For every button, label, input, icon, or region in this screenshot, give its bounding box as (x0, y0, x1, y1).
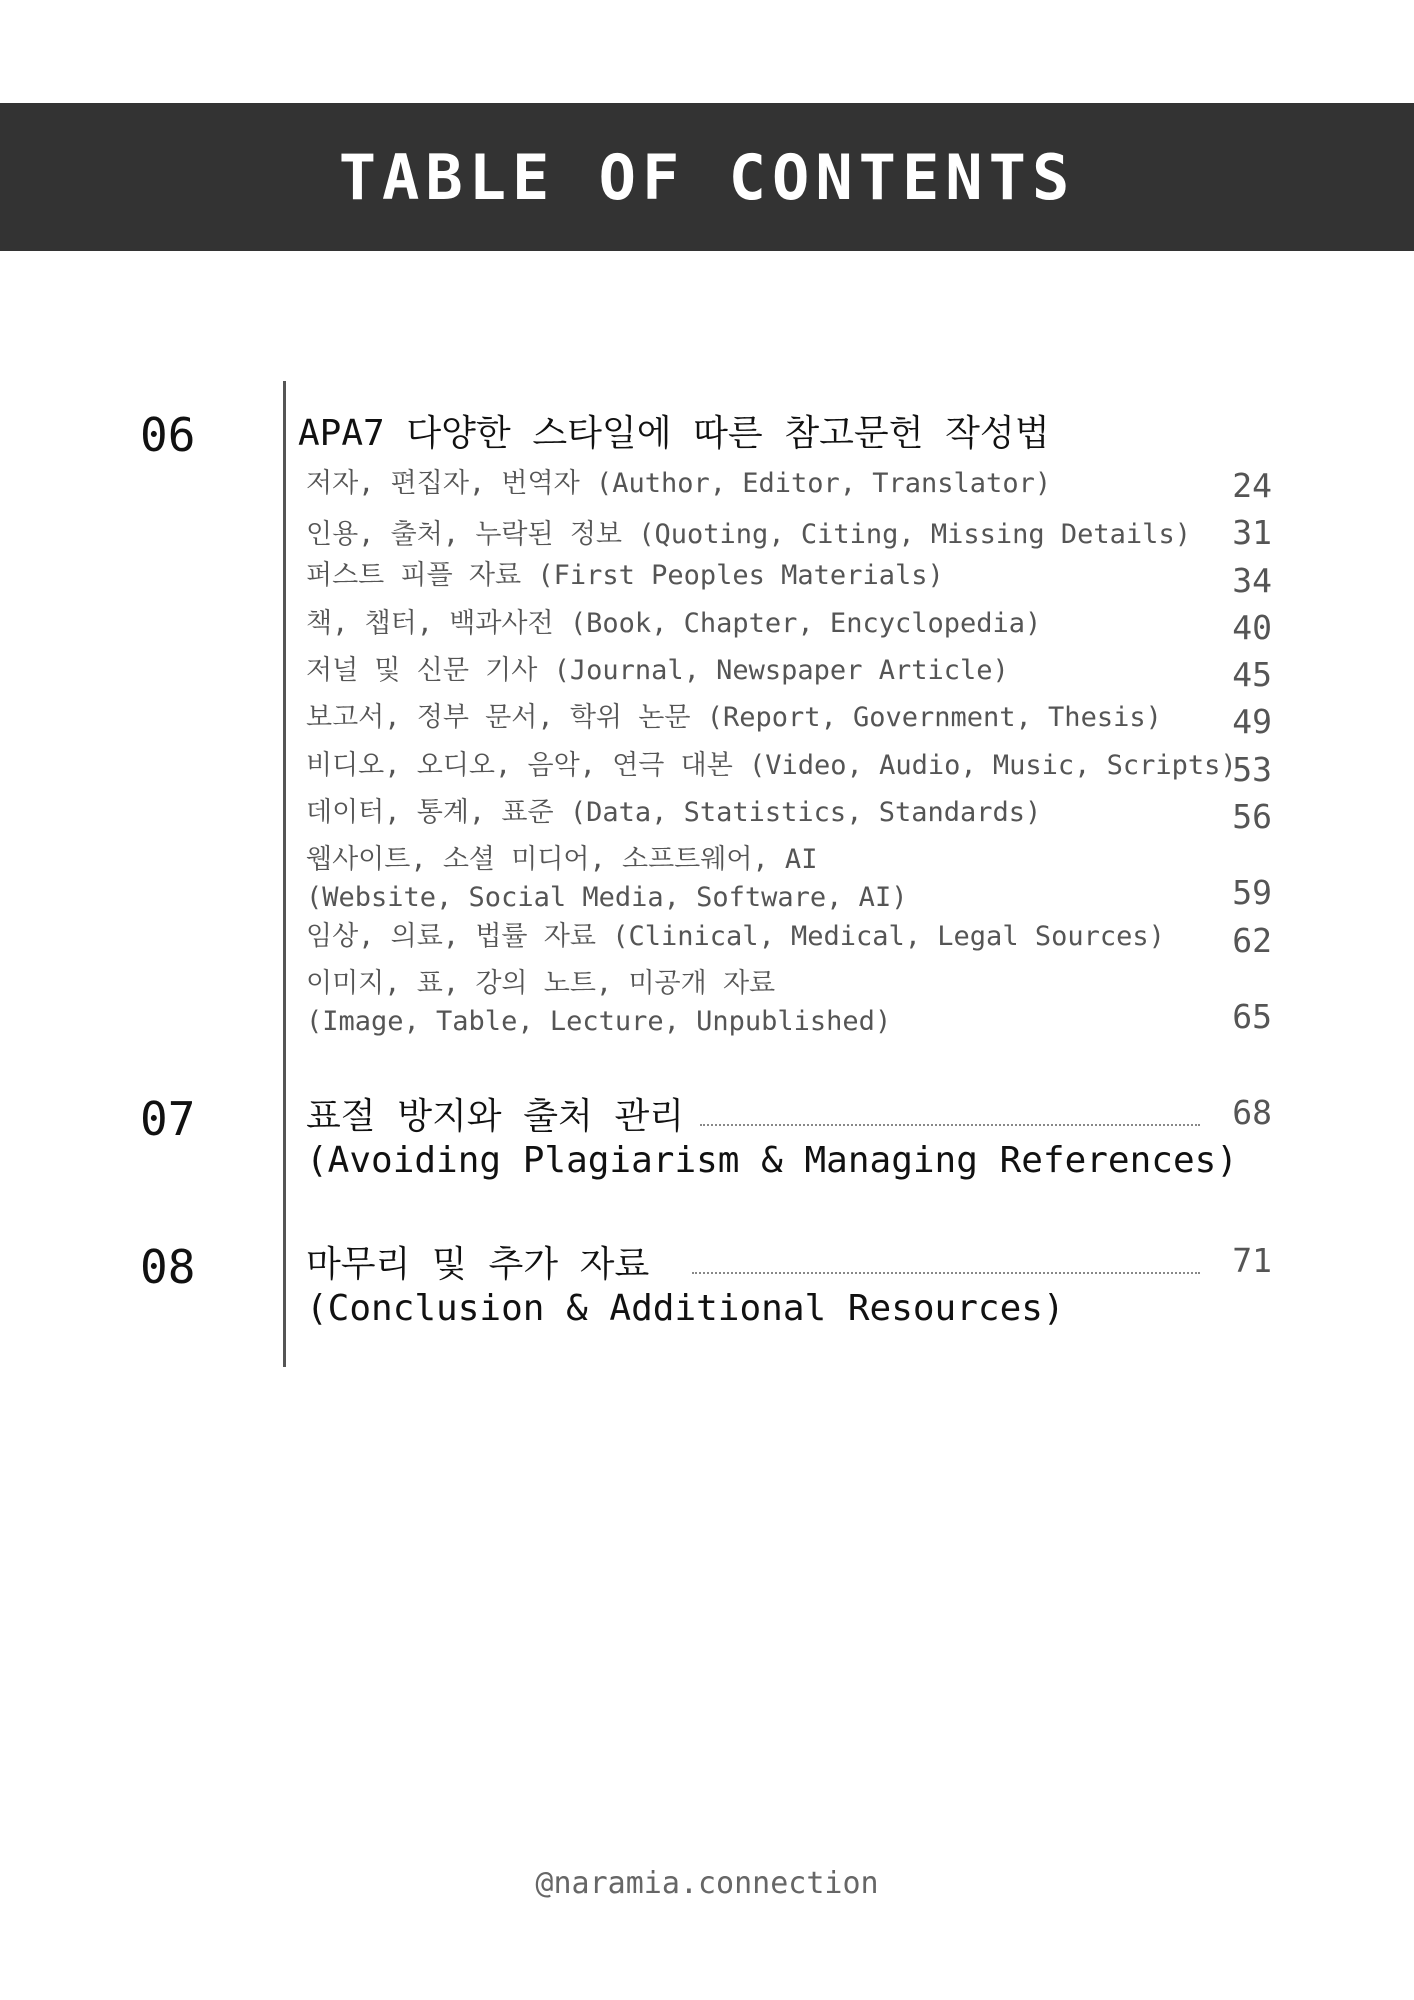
entry-line: 보고서, 정부 문서, 학위 논문 (Report, Government, Thesis) (306, 702, 1162, 733)
page-number: 31 (1232, 513, 1272, 552)
toc-entry-clinical[interactable] (306, 918, 1206, 956)
toc-entry-journal[interactable] (306, 652, 1206, 690)
toc-entry-quoting[interactable] (306, 516, 1206, 554)
toc-entry-website[interactable] (306, 841, 1206, 917)
page-number: 49 (1232, 702, 1272, 741)
entry-line: 저자, 편집자, 번역자 (Author, Editor, Translator) (306, 468, 1052, 499)
entry-line: 퍼스트 피플 자료 (First Peoples Materials) (306, 560, 944, 591)
page-number: 56 (1232, 797, 1272, 836)
page-number: 34 (1232, 561, 1272, 600)
section-number-06: 06 (140, 408, 196, 462)
page-number: 53 (1232, 750, 1272, 789)
section-title-08-ko[interactable]: 마무리 및 추가 자료 (306, 1244, 650, 1285)
page-number: 68 (1232, 1093, 1272, 1132)
page-title: TABLE OF CONTENTS (338, 140, 1076, 214)
section-title-07-ko[interactable]: 표절 방지와 출처 관리 (306, 1096, 685, 1137)
dot-leader (700, 1124, 1200, 1126)
section-title-08-en[interactable]: (Conclusion & Additional Resources) (306, 1288, 1065, 1329)
vertical-divider (283, 381, 286, 1367)
page-number: 24 (1232, 466, 1272, 505)
section-number-08: 08 (140, 1240, 196, 1294)
page-number: 40 (1232, 608, 1272, 647)
entry-line: 이미지, 표, 강의 노트, 미공개 자료 (306, 968, 776, 999)
toc-entry-book[interactable] (306, 605, 1206, 643)
toc-entry-data[interactable] (306, 794, 1206, 832)
section-number-07: 07 (140, 1092, 196, 1146)
entry-line: 인용, 출처, 누락된 정보 (Quoting, Citing, Missing Details) (306, 519, 1191, 550)
entry-line: (Website, Social Media, Software, AI) (306, 882, 908, 913)
page-number: 71 (1232, 1241, 1272, 1280)
page-number: 65 (1232, 997, 1272, 1036)
toc-entry-image[interactable] (306, 965, 1206, 1041)
toc-entry-author[interactable] (306, 465, 1206, 503)
section-title-07-en[interactable]: (Avoiding Plagiarism & Managing References) (306, 1140, 1238, 1181)
entry-line: 비디오, 오디오, 음악, 연극 대본 (Video, Audio, Music, Scripts) (306, 750, 1237, 781)
header-band (0, 103, 1414, 251)
entry-line: 데이터, 통계, 표준 (Data, Statistics, Standards) (306, 797, 1042, 828)
entry-line: 책, 챕터, 백과사전 (Book, Chapter, Encyclopedia) (306, 608, 1042, 639)
page-number: 62 (1232, 921, 1272, 960)
dot-leader (692, 1272, 1200, 1274)
toc-entry-video[interactable] (306, 747, 1237, 785)
toc-entry-report[interactable] (306, 699, 1206, 737)
entry-line: 웹사이트, 소셜 미디어, 소프트웨어, AI (306, 844, 818, 875)
entry-line: 임상, 의료, 법률 자료 (Clinical, Medical, Legal Sources) (306, 921, 1165, 952)
page-number: 59 (1232, 873, 1272, 912)
entry-line: 저널 및 신문 기사 (Journal, Newspaper Article) (306, 655, 1009, 686)
page-number: 45 (1232, 655, 1272, 694)
toc-entry-first-peoples[interactable] (306, 557, 1206, 595)
entry-line: (Image, Table, Lecture, Unpublished) (306, 1006, 892, 1037)
section-title-06[interactable]: APA7 다양한 스타일에 따른 참고문헌 작성법 (298, 413, 1050, 454)
footer-handle: @naramia.connection (535, 1866, 879, 1901)
